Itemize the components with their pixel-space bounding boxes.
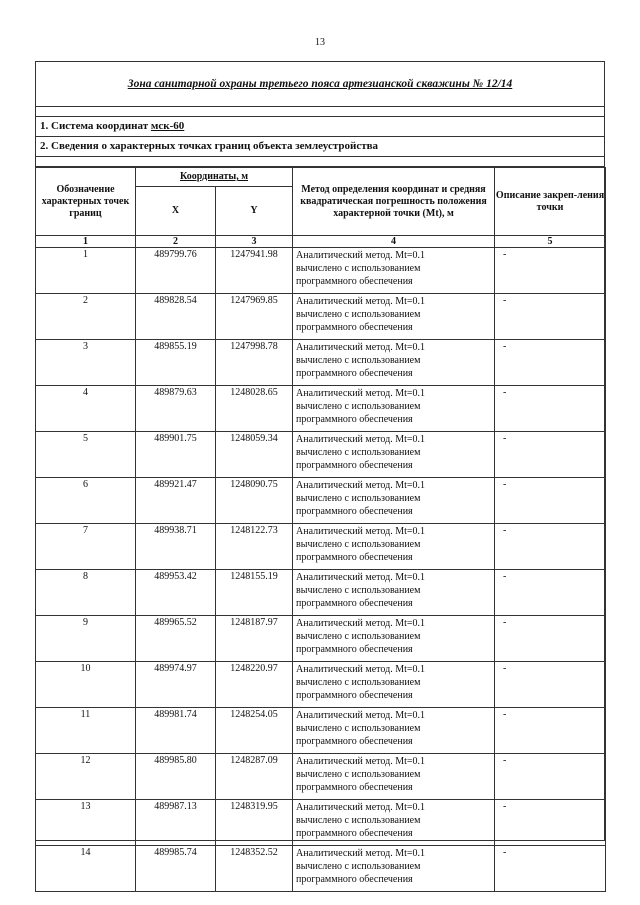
method-line: вычислено с использованием <box>296 631 421 642</box>
header-method: Метод определения координат и средняя квадратическая погрешность положения характерной точки (Мt), м <box>293 168 495 236</box>
method-line: Аналитический метод. Mt=0.1 <box>296 480 426 491</box>
method-line: Аналитический метод. Mt=0.1 <box>296 802 426 813</box>
method-cell <box>293 294 495 340</box>
points-table <box>35 167 606 892</box>
method-line: программного обеспечения <box>296 690 413 701</box>
method-line: вычислено с использованием <box>296 309 421 320</box>
point-number: 10 <box>36 662 136 708</box>
method-line: программного обеспечения <box>296 276 413 287</box>
section-coordinate-system <box>36 117 604 137</box>
coord-x: 489921.47 <box>136 478 216 524</box>
table-row <box>36 846 606 892</box>
method-line: Аналитический метод. Mt=0.1 <box>296 572 426 583</box>
method-line: вычислено с использованием <box>296 447 421 458</box>
point-number: 8 <box>36 570 136 616</box>
coord-x: 489879.63 <box>136 386 216 432</box>
method-cell <box>293 846 495 892</box>
method-line: вычислено с использованием <box>296 769 421 780</box>
coord-y: 1248028.65 <box>216 386 293 432</box>
title-row <box>36 62 604 107</box>
coord-x: 489981.74 <box>136 708 216 754</box>
table-row <box>36 248 606 294</box>
table-row <box>36 754 606 800</box>
point-description: - <box>495 478 606 524</box>
point-description: - <box>495 432 606 478</box>
method-line: вычислено с использованием <box>296 539 421 550</box>
coord-y: 1248059.34 <box>216 432 293 478</box>
coord-y: 1248220.97 <box>216 662 293 708</box>
coord-y: 1248187.97 <box>216 616 293 662</box>
point-description: - <box>495 248 606 294</box>
point-number: 7 <box>36 524 136 570</box>
section-1-label: 1. Система координат <box>40 120 151 132</box>
point-number: 1 <box>36 248 136 294</box>
header-coordinates: Координаты, м <box>136 168 293 187</box>
method-line: вычислено с использованием <box>296 861 421 872</box>
point-description: - <box>495 800 606 846</box>
coord-y: 1248287.09 <box>216 754 293 800</box>
method-line: программного обеспечения <box>296 322 413 333</box>
method-cell <box>293 754 495 800</box>
method-line: вычислено с использованием <box>296 355 421 366</box>
coord-x: 489855.19 <box>136 340 216 386</box>
table-row <box>36 340 606 386</box>
method-line: Аналитический метод. Mt=0.1 <box>296 296 426 307</box>
method-line: вычислено с использованием <box>296 815 421 826</box>
method-line: Аналитический метод. Mt=0.1 <box>296 848 426 859</box>
table-row <box>36 294 606 340</box>
header-point-designation: Обозначение характерных точек границ <box>36 168 136 236</box>
header-x: X <box>136 187 216 236</box>
coord-y: 1248155.19 <box>216 570 293 616</box>
table-row <box>36 432 606 478</box>
point-description: - <box>495 846 606 892</box>
method-cell <box>293 432 495 478</box>
method-line: программного обеспечения <box>296 460 413 471</box>
point-number: 5 <box>36 432 136 478</box>
coord-y: 1247998.78 <box>216 340 293 386</box>
point-description: - <box>495 570 606 616</box>
coord-y: 1248352.52 <box>216 846 293 892</box>
table-row <box>36 616 606 662</box>
coord-y: 1247941.98 <box>216 248 293 294</box>
table-row <box>36 524 606 570</box>
method-line: Аналитический метод. Mt=0.1 <box>296 388 426 399</box>
column-number: 5 <box>495 236 606 248</box>
point-number: 2 <box>36 294 136 340</box>
method-cell <box>293 248 495 294</box>
table-row <box>36 708 606 754</box>
method-line: Аналитический метод. Mt=0.1 <box>296 250 426 261</box>
section-points-info: 2. Сведения о характерных точках границ объекта землеустройства <box>36 137 604 157</box>
coord-x: 489985.80 <box>136 754 216 800</box>
table-row <box>36 386 606 432</box>
point-number: 14 <box>36 846 136 892</box>
method-line: программного обеспечения <box>296 368 413 379</box>
method-line: Аналитический метод. Mt=0.1 <box>296 756 426 767</box>
coord-x: 489938.71 <box>136 524 216 570</box>
coord-x: 489828.54 <box>136 294 216 340</box>
point-description: - <box>495 708 606 754</box>
coord-x: 489953.42 <box>136 570 216 616</box>
method-line: программного обеспечения <box>296 644 413 655</box>
section-1-value: мск-60 <box>150 120 185 132</box>
point-description: - <box>495 294 606 340</box>
method-line: программного обеспечения <box>296 782 413 793</box>
method-cell <box>293 478 495 524</box>
method-line: программного обеспечения <box>296 598 413 609</box>
point-description: - <box>495 754 606 800</box>
page-number: 13 <box>315 37 325 48</box>
document-title: Зона санитарной охраны третьего пояса артезианской скважины № 12/14 <box>127 78 513 90</box>
coord-x: 489974.97 <box>136 662 216 708</box>
coord-y: 1248319.95 <box>216 800 293 846</box>
method-line: программного обеспечения <box>296 414 413 425</box>
method-line: вычислено с использованием <box>296 493 421 504</box>
method-line: Аналитический метод. Mt=0.1 <box>296 434 426 445</box>
coord-y: 1247969.85 <box>216 294 293 340</box>
method-line: программного обеспечения <box>296 874 413 885</box>
point-description: - <box>495 386 606 432</box>
point-description: - <box>495 340 606 386</box>
points-table-body <box>36 248 606 892</box>
method-cell <box>293 708 495 754</box>
point-description: - <box>495 524 606 570</box>
table-row <box>36 800 606 846</box>
method-line: вычислено с использованием <box>296 401 421 412</box>
method-cell <box>293 386 495 432</box>
point-number: 3 <box>36 340 136 386</box>
method-line: Аналитический метод. Mt=0.1 <box>296 526 426 537</box>
document-frame <box>35 61 605 885</box>
method-line: вычислено с использованием <box>296 585 421 596</box>
method-line: программного обеспечения <box>296 736 413 747</box>
method-line: программного обеспечения <box>296 506 413 517</box>
coord-x: 489901.75 <box>136 432 216 478</box>
method-cell <box>293 524 495 570</box>
method-cell <box>293 662 495 708</box>
point-number: 11 <box>36 708 136 754</box>
column-number: 3 <box>216 236 293 248</box>
point-number: 4 <box>36 386 136 432</box>
spacer-row <box>36 157 604 167</box>
coord-x: 489799.76 <box>136 248 216 294</box>
column-number: 2 <box>136 236 216 248</box>
point-number: 9 <box>36 616 136 662</box>
table-row <box>36 570 606 616</box>
point-description: - <box>495 662 606 708</box>
point-number: 12 <box>36 754 136 800</box>
method-cell <box>293 800 495 846</box>
coord-y: 1248090.75 <box>216 478 293 524</box>
method-line: программного обеспечения <box>296 828 413 839</box>
table-row <box>36 478 606 524</box>
method-line: Аналитический метод. Mt=0.1 <box>296 710 426 721</box>
point-description: - <box>495 616 606 662</box>
coord-y: 1248254.05 <box>216 708 293 754</box>
method-line: Аналитический метод. Mt=0.1 <box>296 664 426 675</box>
method-cell <box>293 340 495 386</box>
method-cell <box>293 570 495 616</box>
method-line: вычислено с использованием <box>296 263 421 274</box>
column-number: 4 <box>293 236 495 248</box>
method-line: вычислено с использованием <box>296 723 421 734</box>
point-number: 6 <box>36 478 136 524</box>
spacer-row <box>36 107 604 117</box>
method-line: Аналитический метод. Mt=0.1 <box>296 342 426 353</box>
method-line: Аналитический метод. Mt=0.1 <box>296 618 426 629</box>
coord-x: 489985.74 <box>136 846 216 892</box>
coord-x: 489965.52 <box>136 616 216 662</box>
coord-y: 1248122.73 <box>216 524 293 570</box>
header-y: Y <box>216 187 293 236</box>
method-cell <box>293 616 495 662</box>
point-number: 13 <box>36 800 136 846</box>
method-line: вычислено с использованием <box>296 677 421 688</box>
coord-x: 489987.13 <box>136 800 216 846</box>
table-row <box>36 662 606 708</box>
header-description: Описание закреп-ления точки <box>495 168 606 236</box>
column-number: 1 <box>36 236 136 248</box>
method-line: программного обеспечения <box>296 552 413 563</box>
